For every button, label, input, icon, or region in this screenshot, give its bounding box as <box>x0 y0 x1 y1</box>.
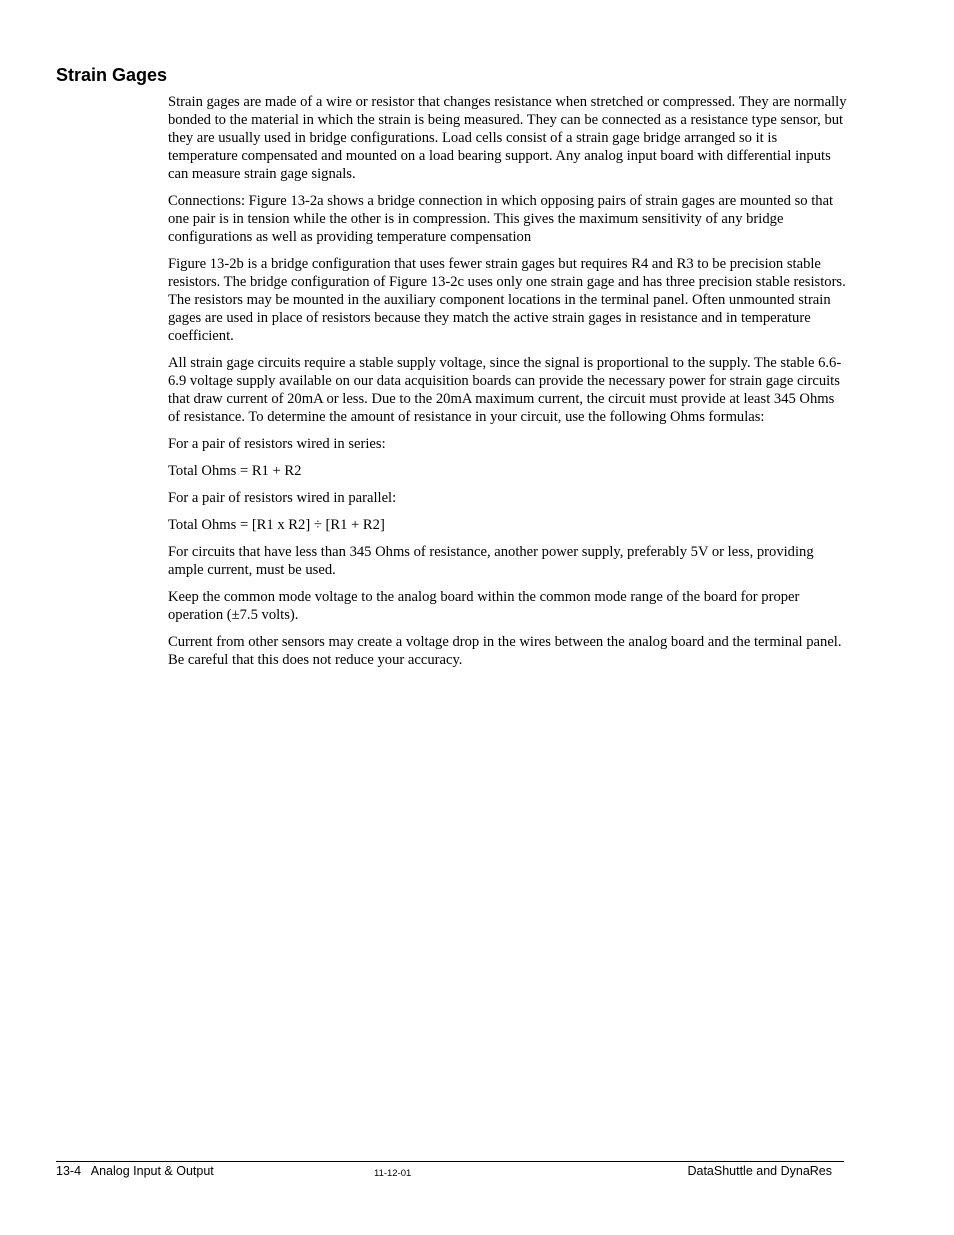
paragraph-voltage-drop: Current from other sensors may create a voltage drop in the wires between the analog board and the terminal panel. Be careful that this does not reduce your accuracy. <box>168 634 842 668</box>
paragraph-common-mode: Keep the common mode voltage to the analog board within the common mode range of the board for proper operation (±7.5 volts). <box>168 589 800 623</box>
section-title: Strain Gages <box>56 65 168 85</box>
footer-product-name: DataShuttle and DynaRes <box>687 1164 832 1178</box>
footer-date: 11-12-01 <box>374 1168 412 1179</box>
paragraph-intro: Strain gages are made of a wire or resistor that changes resistance when stretched or compressed. They are normally bonded to the material in which the strain is being measured. They can be connected as a resistance type sensor, but they are usually used in bridge configurations. Load cells consist of a strain gage bridge arranged so it is temperature compensated and mounted on a load bearing support. Any analog input board with differential inputs can measure strain gage signals. <box>168 94 847 182</box>
formula-parallel: Total Ohms = [R1 x R2] ÷ [R1 + R2] <box>168 517 385 533</box>
paragraph-connections: Connections: Figure 13-2a shows a bridge connection in which opposing pairs of strain gages are mounted so that one pair is in tension while the other is in compression. This gives the maximum sensitivity of any bridge configurations as well as providing temperature compensation <box>168 193 834 245</box>
paragraph-series-intro: For a pair of resistors wired in series: <box>168 436 386 452</box>
paragraph-figure-2b: Figure 13-2b is a bridge configuration that uses fewer strain gages but requires R4 and R3 to be precision stable resistors. The bridge configuration of Figure 13-2c uses only one strain gage and has three precision stable resistors. The resistors may be mounted in the auxiliary component locations in the terminal panel. Often unmounted strain gages are used in place of resistors because they match the active strain gages in resistance and in temperature coefficient. <box>168 256 846 344</box>
paragraph-parallel-intro: For a pair of resistors wired in parallel: <box>168 490 397 506</box>
footer-rule <box>56 1161 844 1162</box>
paragraph-supply-voltage: All strain gage circuits require a stable supply voltage, since the signal is proportional to the supply. The stable 6.6-6.9 voltage supply available on our data acquisition boards can provide the necessary power for strain gage circuits that draw current of 20mA or less. Due to the 20mA maximum current, the circuit must provide at least 345 Ohms of resistance. To determine the amount of resistance in your circuit, use the following Ohms formulas: <box>168 355 842 425</box>
paragraph-low-resistance: For circuits that have less than 345 Ohms of resistance, another power supply, preferably 5V or less, providing ample current, must be used. <box>168 544 814 578</box>
formula-series: Total Ohms = R1 + R2 <box>168 463 302 479</box>
footer-page-label: 13-4 Analog Input & Output <box>56 1164 214 1178</box>
body-text <box>168 93 848 678</box>
